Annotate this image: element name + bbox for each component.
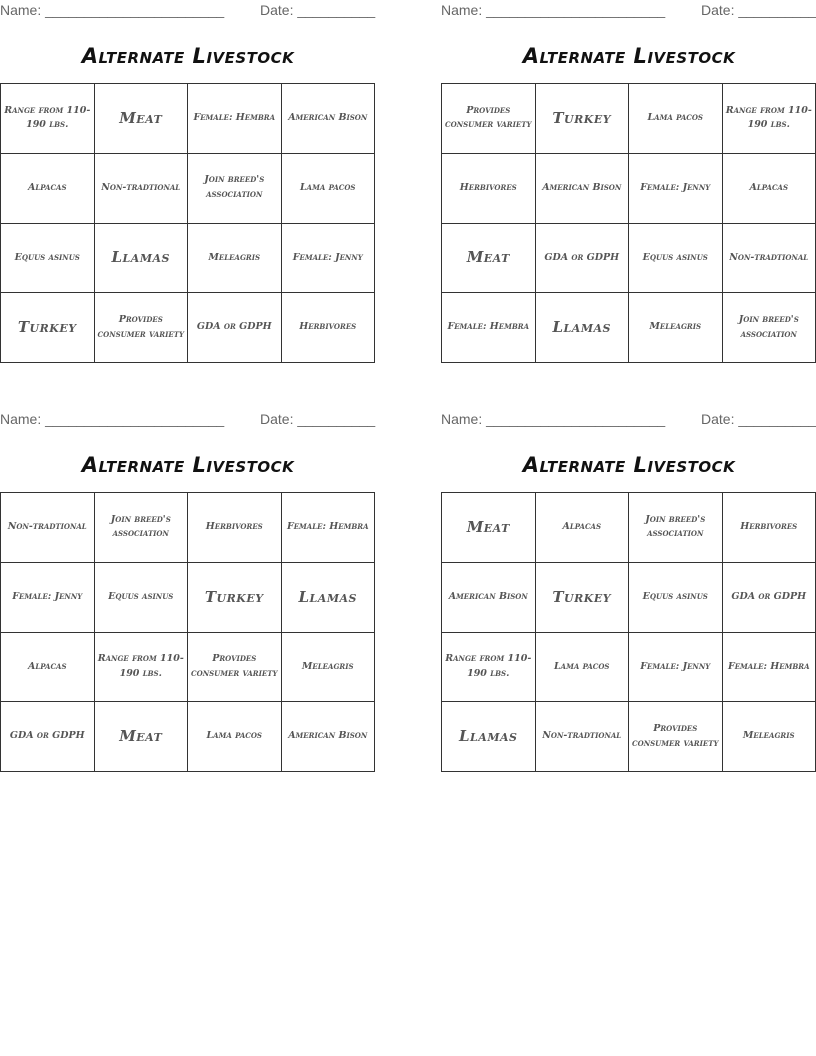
card-title: Alternate Livestock <box>522 44 736 68</box>
bingo-cell: Equus asinus <box>629 224 723 294</box>
bingo-cell: Non-tradtional <box>1 493 95 563</box>
bingo-cell: Join breed's association <box>629 493 723 563</box>
bingo-cell: Join breed's association <box>95 493 189 563</box>
bingo-cell: Meat <box>95 84 189 154</box>
bingo-cell: Llamas <box>536 293 630 363</box>
bingo-cell: Llamas <box>95 224 189 294</box>
bingo-cell: Turkey <box>188 563 282 633</box>
card-title: Alternate Livestock <box>81 453 295 477</box>
bingo-cell: Equus asinus <box>1 224 95 294</box>
bingo-cell: Female: Jenny <box>282 224 376 294</box>
bingo-card-4 <box>441 409 816 749</box>
bingo-cell: GDA or GDPH <box>536 224 630 294</box>
bingo-cell: Female: Jenny <box>1 563 95 633</box>
name-field: Name: _______________________ <box>0 2 225 18</box>
bingo-cell: Provides consumer variety <box>442 84 536 154</box>
bingo-cell: Meat <box>442 493 536 563</box>
bingo-cell: Lama pacos <box>536 633 630 703</box>
bingo-cell: Herbivores <box>723 493 816 563</box>
date-field: Date: __________ <box>260 2 376 18</box>
bingo-cell: Non-tradtional <box>95 154 189 224</box>
bingo-cell: Non-tradtional <box>723 224 816 294</box>
name-field: Name: _______________________ <box>441 2 666 18</box>
bingo-cell: Meat <box>95 702 189 772</box>
bingo-cell: Alpacas <box>1 154 95 224</box>
date-field: Date: __________ <box>701 411 816 427</box>
bingo-cell: Turkey <box>536 563 630 633</box>
bingo-cell: Female: Jenny <box>629 633 723 703</box>
bingo-cell: Range from 110-190 lbs. <box>1 84 95 154</box>
name-field: Name: _______________________ <box>441 411 666 427</box>
bingo-cell: American Bison <box>282 84 376 154</box>
bingo-card-3 <box>0 409 376 745</box>
bingo-cell: Join breed's association <box>723 293 816 363</box>
bingo-card-1 <box>0 0 376 340</box>
card-header <box>0 0 376 20</box>
bingo-cell: Lama pacos <box>629 84 723 154</box>
bingo-cell: American Bison <box>282 702 376 772</box>
bingo-cell: American Bison <box>536 154 630 224</box>
bingo-cell: Range from 110-190 lbs. <box>442 633 536 703</box>
bingo-cell: GDA or GDPH <box>1 702 95 772</box>
bingo-cell: Herbivores <box>442 154 536 224</box>
date-field: Date: __________ <box>260 411 376 427</box>
bingo-cell: Female: Hembra <box>442 293 536 363</box>
bingo-cell: Join breed's association <box>188 154 282 224</box>
bingo-cell: Turkey <box>1 293 95 363</box>
bingo-cell: Turkey <box>536 84 630 154</box>
bingo-cell: Llamas <box>282 563 376 633</box>
card-header <box>441 409 816 429</box>
bingo-cell: Lama pacos <box>282 154 376 224</box>
bingo-cell: GDA or GDPH <box>723 563 816 633</box>
bingo-grid <box>441 492 816 772</box>
bingo-cell: Female: Jenny <box>629 154 723 224</box>
bingo-grid <box>441 83 816 363</box>
bingo-cell: Llamas <box>442 702 536 772</box>
bingo-cell: Provides consumer variety <box>188 633 282 703</box>
card-title: Alternate Livestock <box>522 453 736 477</box>
card-header <box>0 409 376 429</box>
bingo-cell: Lama pacos <box>188 702 282 772</box>
bingo-cell: Provides consumer variety <box>95 293 189 363</box>
bingo-cell: Meleagris <box>282 633 376 703</box>
card-title: Alternate Livestock <box>81 44 295 68</box>
bingo-cell: American Bison <box>442 563 536 633</box>
card-header <box>441 0 816 20</box>
bingo-cell: Meleagris <box>723 702 816 772</box>
bingo-cell: Alpacas <box>536 493 630 563</box>
bingo-cell: Equus asinus <box>629 563 723 633</box>
bingo-cell: Alpacas <box>723 154 816 224</box>
bingo-grid <box>0 83 375 363</box>
bingo-cell: Female: Hembra <box>188 84 282 154</box>
bingo-cell: Alpacas <box>1 633 95 703</box>
bingo-cell: Meat <box>442 224 536 294</box>
bingo-cell: Provides consumer variety <box>629 702 723 772</box>
bingo-cell: Herbivores <box>188 493 282 563</box>
bingo-cell: Female: Hembra <box>282 493 376 563</box>
bingo-cell: Meleagris <box>629 293 723 363</box>
name-field: Name: _______________________ <box>0 411 225 427</box>
bingo-grid <box>0 492 375 772</box>
date-field: Date: __________ <box>701 2 816 18</box>
bingo-cell: Non-tradtional <box>536 702 630 772</box>
bingo-card-2 <box>441 0 816 340</box>
bingo-cell: GDA or GDPH <box>188 293 282 363</box>
bingo-cell: Meleagris <box>188 224 282 294</box>
bingo-cell: Equus asinus <box>95 563 189 633</box>
bingo-cell: Range from 110-190 lbs. <box>95 633 189 703</box>
bingo-cell: Female: Hembra <box>723 633 816 703</box>
bingo-cell: Herbivores <box>282 293 376 363</box>
bingo-cell: Range from 110-190 lbs. <box>723 84 816 154</box>
